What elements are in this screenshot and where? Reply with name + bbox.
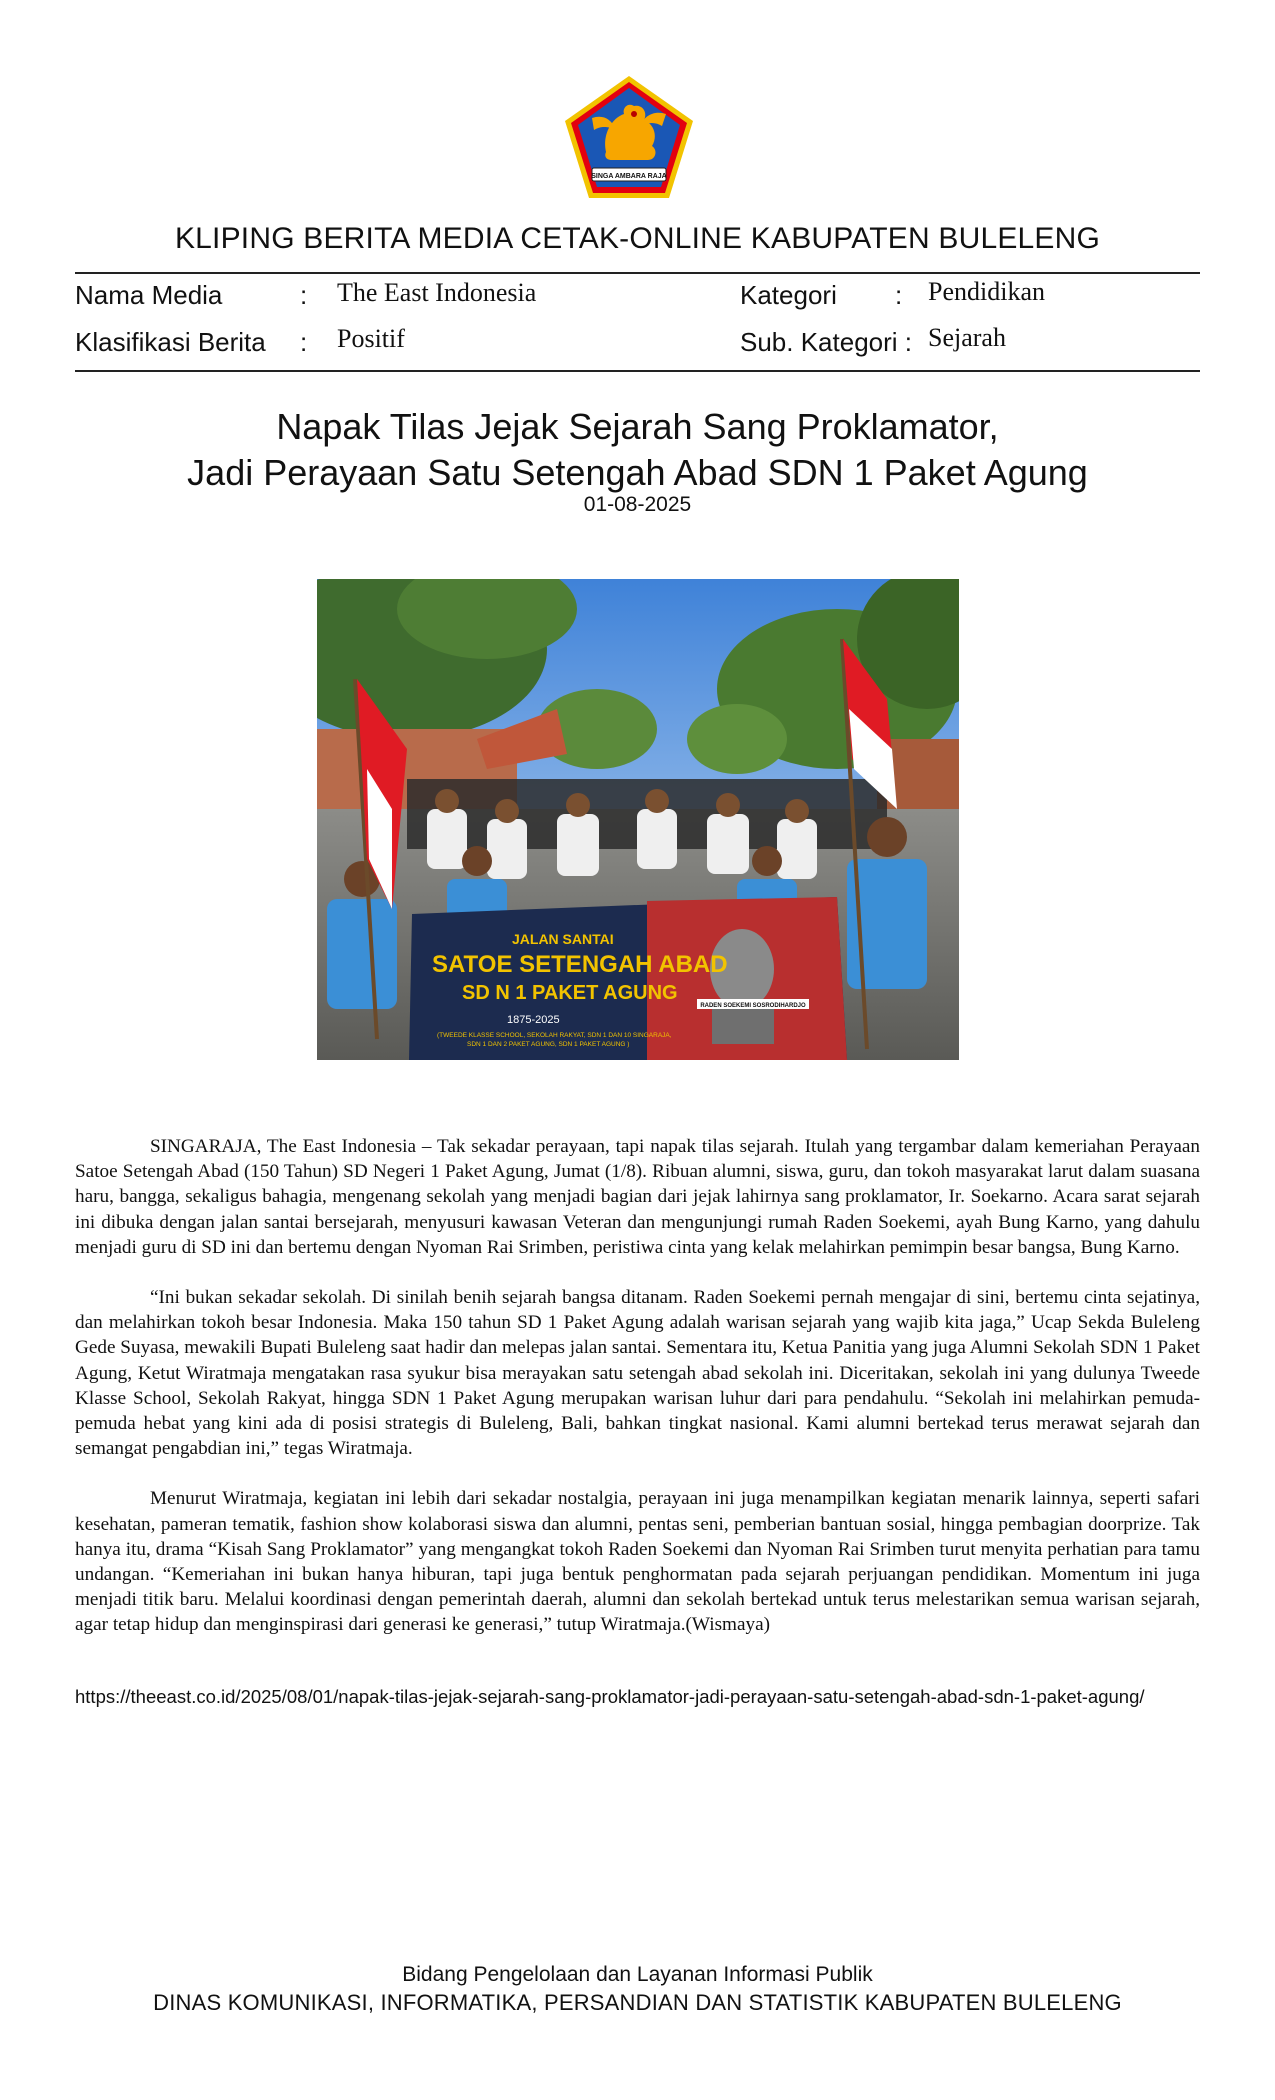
classification-value: Positif [337,324,405,353]
banner-text-line-1: JALAN SANTAI [512,931,614,947]
footer-department: Bidang Pengelolaan dan Layanan Informasi Publik [402,1963,873,1986]
article-paragraph-1: SINGARAJA, The East Indonesia – Tak sekadar perayaan, tapi napak tilas sejarah. Itulah yang tergambar dalam kemeriahan Perayaan Satoe Setengah Abad (150 Tahun) SD Negeri 1 Paket Agung, Jumat (1/8). Ribuan alumni, siswa, guru, dan tokoh masyarakat larut dalam suasana haru, bangga, sekaligus bahagia, mengenang sekolah yang menjadi bagian dari jejak lahirnya sang proklamator, Ir. Soekarno. Acara sarat sejarah ini dibuka dengan jalan santai bersejarah, menyusuri kawasan Veteran dan mengunjungi rumah Raden Soekemi, ayah Bung Karno, yang dahulu menjadi guru di SD ini dan bertemu dengan Nyoman Rai Srimben, peristiwa cinta yang kelak melahirkan pemimpin besar bangsa, Bung Karno. [75,1136,1200,1258]
banner-portrait-label: RADEN SOEKEMI SOSRODIHARDJO [700,1003,806,1009]
article-photo [317,579,959,1060]
subcategory-value: Sejarah [928,323,1006,352]
classification-colon: : [300,327,308,357]
banner-text-line-5: (TWEEDE KLASSE SCHOOL, SEKOLAH RAKYAT, SDN 1 DAN 10 SINGARAJA, [437,1032,672,1039]
media-name-colon: : [300,280,308,310]
article-paragraph-3: Menurut Wiratmaja, kegiatan ini lebih dari sekadar nostalgia, perayaan ini juga menampilkan kegiatan menarik lainnya, seperti safari kesehatan, pameran tematik, fashion show kolaborasi siswa dan alumni, pentas seni, pemberian bantuan sosial, hingga pembagian doorprize. Tak hanya itu, drama “Kisah Sang Proklamator” yang mengangkat tokoh Raden Soekemi dan Nyoman Rai Srimben turut menyita perhatian para tamu undangan. “Kemeriahan ini bukan hanya hiburan, tapi juga bentuk penghormatan pada sejarah perjuangan pendidikan. Momentum ini juga menjadi titik baru. Melalui koordinasi dengan pemerintah daerah, alumni dan sekolah bertekad untuk terus melestarikan semua warisan sejarah, agar tetap hidup dan menginspirasi dari generasi ke generasi,” tutup Wiratmaja.(Wismaya) [75,1488,1200,1636]
article-date: 01-08-2025 [583,493,692,516]
header-top-divider [75,272,1200,274]
article-title [0,404,1275,496]
parade-photo-illustration [317,579,959,1060]
article-paragraph-2: “Ini bukan sekadar sekolah. Di sinilah benih sejarah bangsa ditanam. Raden Soekemi pernah mengajar di sini, bertemu cinta sejatinya, dan melahirkan tokoh besar Indonesia. Maka 150 tahun SD 1 Paket Agung adalah warisan sejarah yang wajib kita jaga,” Ucap Sekda Buleleng Gede Suyasa, mewakili Bupati Buleleng saat hadir dan melepas jalan santai. Sementara itu, Ketua Panitia yang juga Alumni Sekolah SDN 1 Paket Agung, Ketut Wiratmaja mengatakan rasa syukur bisa merayakan satu setengah abad sekolah ini. Diceritakan, sekolah ini yang dulunya Tweede Klasse School, Sekolah Rakyat, hingga SDN 1 Paket Agung merupakan warisan luhur dari para pendahulu. “Sekolah ini melahirkan pemuda-pemuda hebat yang kini ada di posisi strategis di Buleleng, Bali, bahkan tingkat nasional. Kami alumni bertekad terus merawat sejarah dan semangat pengabdian ini,” tegas Wiratmaja. [75,1287,1200,1460]
government-emblem [562,74,696,200]
article-title-line-2: Jadi Perayaan Satu Setengah Abad SDN 1 Paket Agung [187,452,1088,493]
category-colon: : [895,280,903,310]
banner-text-line-6: SDN 1 DAN 2 PAKET AGUNG, SDN 1 PAKET AGUNG ) [467,1041,630,1048]
classification-label: Klasifikasi Berita [75,327,266,357]
singa-ambara-raja-icon [562,74,696,200]
source-url-link[interactable]: https://theeast.co.id/2025/08/01/napak-tilas-jejak-sejarah-sang-proklamator-jadi-perayaan-satu-setengah-abad-sdn-1-paket-agung/ [75,1686,1145,1707]
banner-text-line-2: SATOE SETENGAH ABAD [432,951,728,978]
footer-agency: DINAS KOMUNIKASI, INFORMATIKA, PERSANDIAN DAN STATISTIK KABUPATEN BULELENG [153,1990,1122,2015]
media-name-value: The East Indonesia [337,278,537,307]
category-value: Pendidikan [928,277,1045,306]
banner-text-line-3: SD N 1 PAKET AGUNG [462,982,678,1004]
emblem-motto: SINGA AMBARA RAJA [591,173,667,180]
article-body [75,1134,1200,1638]
banner-text-line-4: 1875-2025 [507,1014,560,1026]
header-bottom-divider [75,370,1200,372]
category-label: Kategori [740,280,837,310]
media-name-label: Nama Media [75,280,223,310]
subcategory-label: Sub. Kategori : [740,327,912,357]
article-title-line-1: Napak Tilas Jejak Sejarah Sang Proklamator, [276,406,999,447]
clipping-header-title: KLIPING BERITA MEDIA CETAK-ONLINE KABUPATEN BULELENG [174,222,1101,255]
